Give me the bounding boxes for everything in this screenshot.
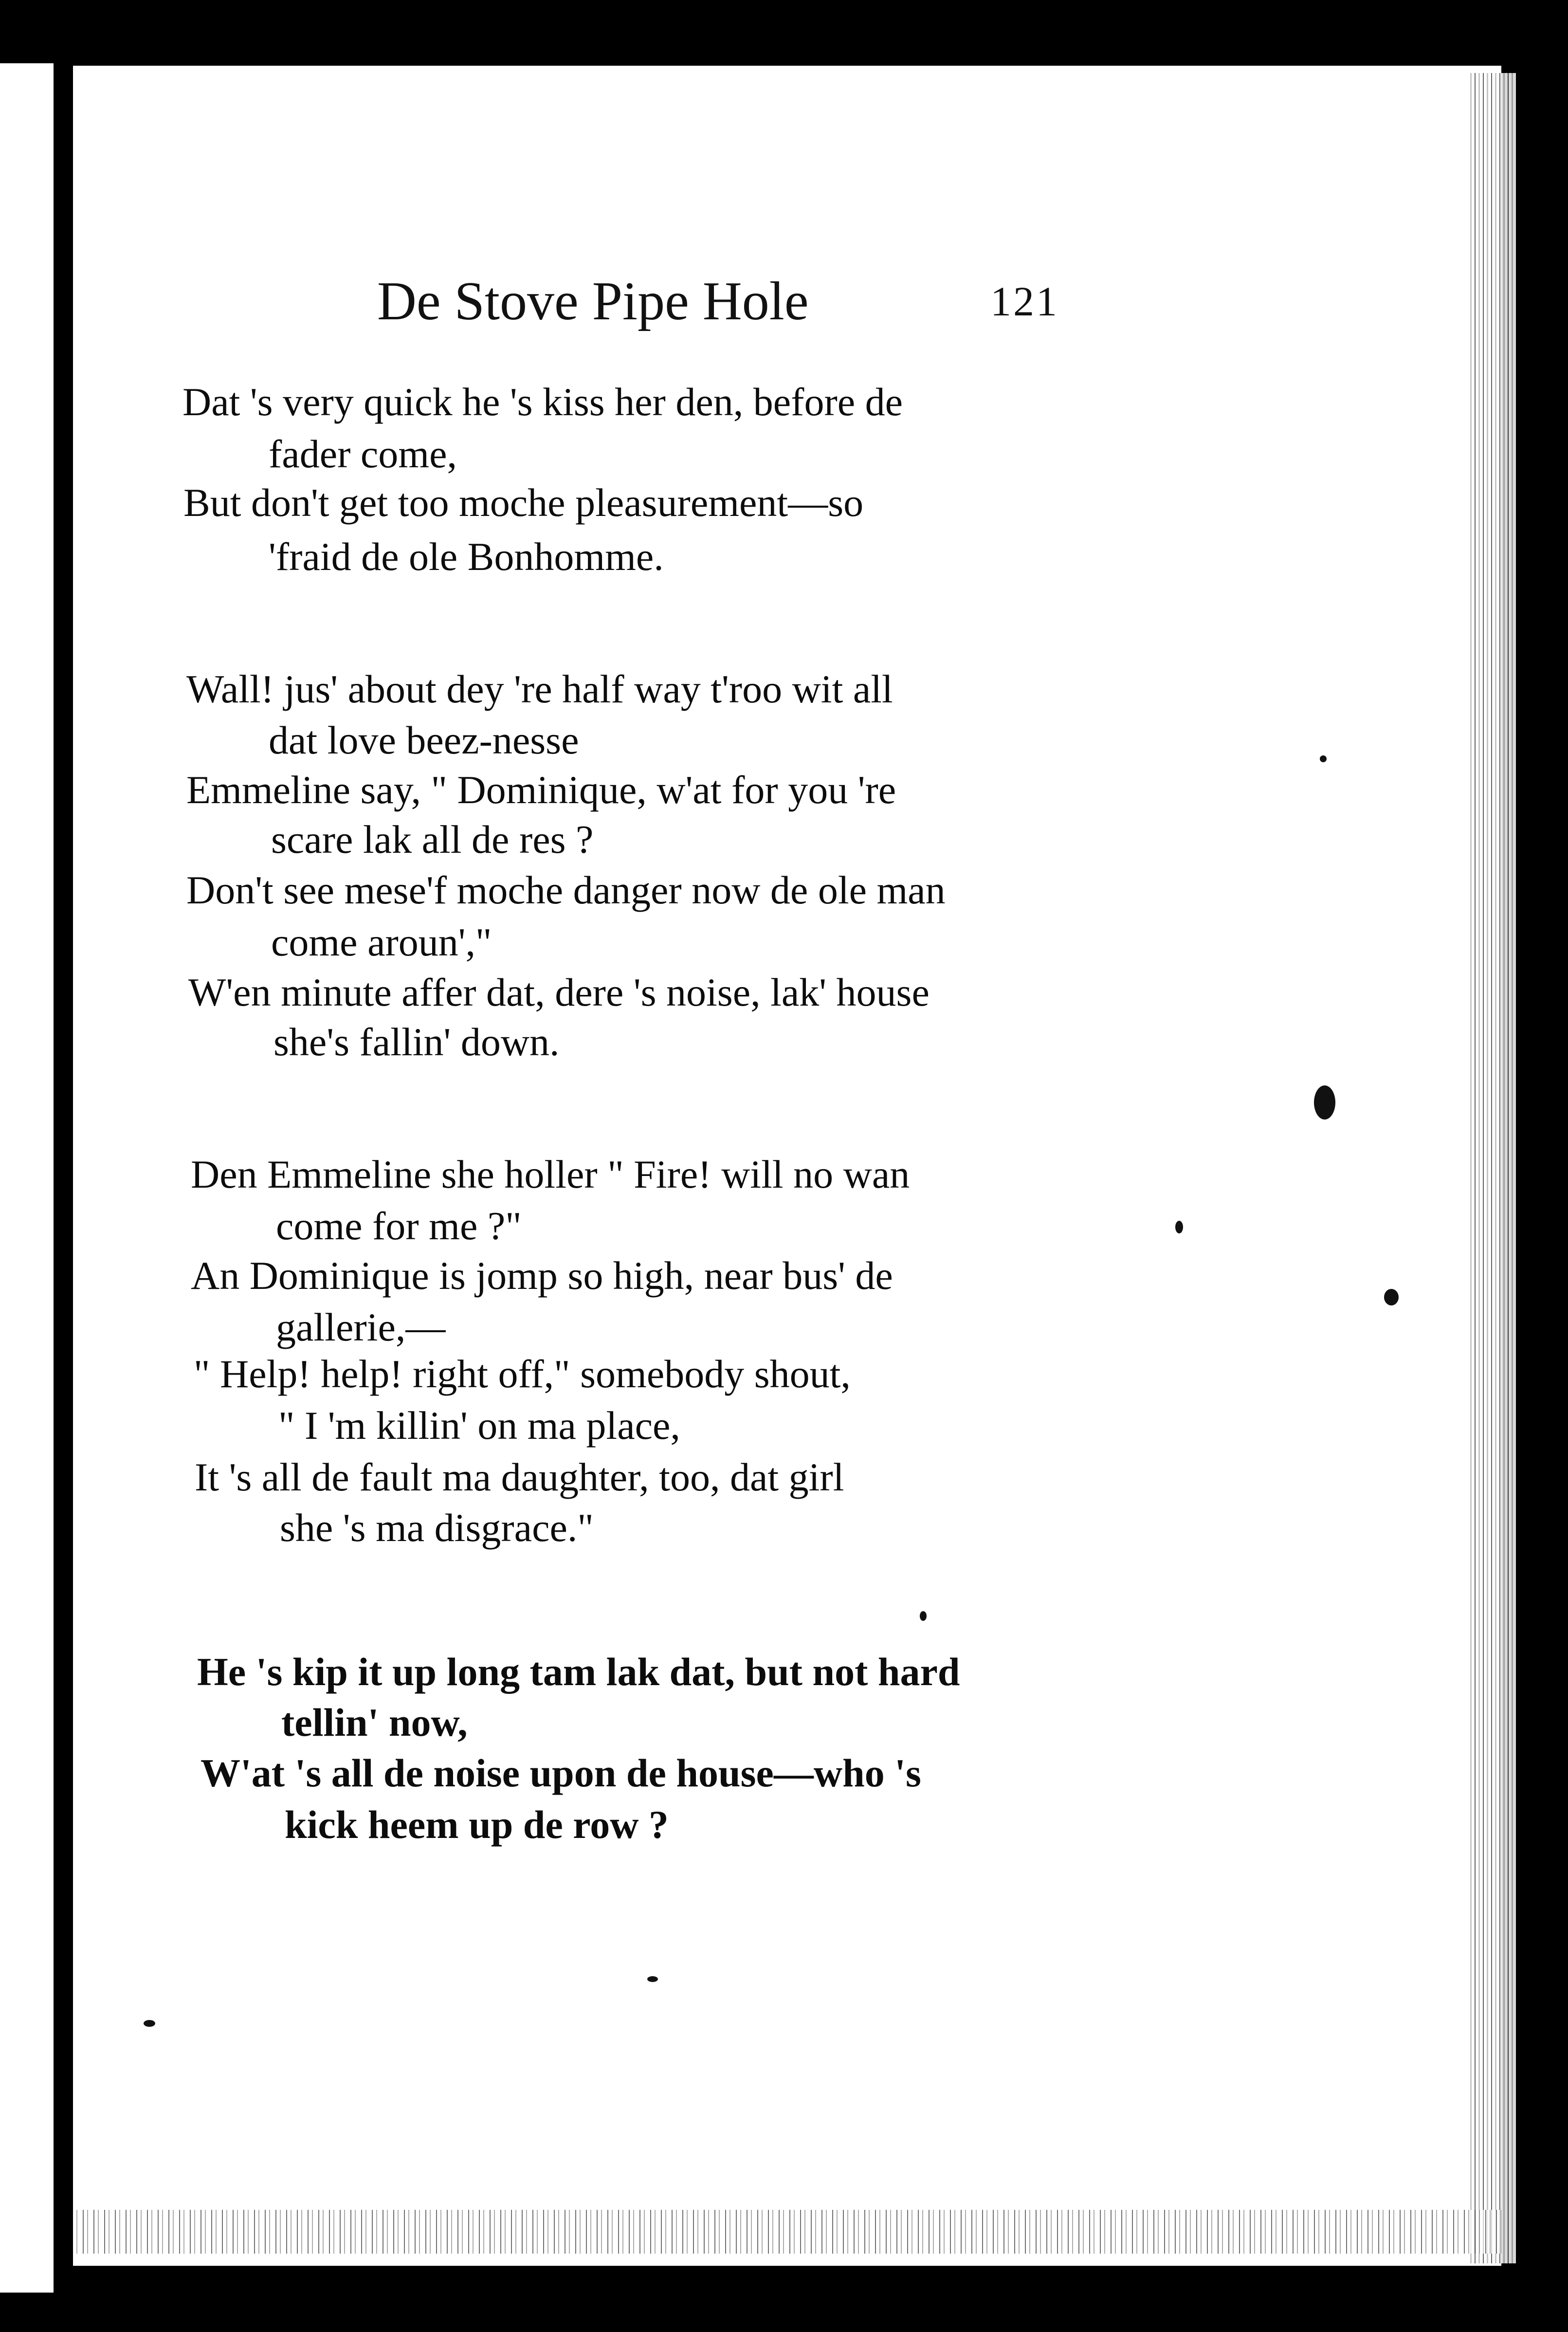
poem-line: Don't see mese'f moche danger now de ole man <box>186 868 946 912</box>
scan-speck <box>1384 1289 1399 1305</box>
page-number: 121 <box>990 278 1059 325</box>
poem-line-continuation: she 's ma disgrace." <box>280 1506 594 1550</box>
poem-line-continuation: 'fraid de ole Bonhomme. <box>269 534 664 579</box>
poem-line: Wall! jus' about dey 're half way t'roo wit all <box>186 667 893 711</box>
running-title: De Stove Pipe Hole <box>377 271 809 331</box>
page-header <box>0 270 1568 338</box>
left-page-edge <box>0 63 58 2293</box>
poem-line: W'en minute affer dat, dere 's noise, lak' house <box>188 970 930 1014</box>
poem-line-continuation: come for me ?" <box>276 1204 522 1248</box>
poem-line-continuation: gallerie,— <box>276 1305 446 1349</box>
poem-line: " Help! help! right off," somebody shout, <box>194 1352 851 1396</box>
scan-speck <box>144 2020 155 2027</box>
poem-line: Den Emmeline she holler " Fire! will no wan <box>191 1152 910 1196</box>
bottom-page-edge <box>73 2210 1501 2254</box>
poem-line-continuation: she's fallin' down. <box>273 1020 560 1064</box>
poem-line-continuation: tellin' now, <box>281 1700 468 1744</box>
poem-line-continuation: " I 'm killin' on ma place, <box>278 1403 680 1448</box>
poem-line: It 's all de fault ma daughter, too, dat girl <box>195 1455 844 1499</box>
poem-line-continuation: come aroun'," <box>271 920 492 964</box>
scan-speck <box>1175 1221 1183 1233</box>
poem-line-continuation: fader come, <box>269 432 457 476</box>
page-edge-stack <box>1467 73 1516 2263</box>
poem-line: But don't get too moche pleasurement—so <box>183 480 864 525</box>
poem-line-continuation: dat love beez-nesse <box>269 718 579 762</box>
scan-speck <box>647 1976 658 1982</box>
poem-line: W'at 's all de noise upon de house—who 's <box>201 1751 921 1795</box>
scan-speck <box>1314 1085 1335 1120</box>
poem-line: Emmeline say, " Dominique, w'at for you 're <box>186 768 896 812</box>
scan-speck <box>1320 755 1327 762</box>
scan-speck <box>920 1611 927 1621</box>
poem-line: He 's kip it up long tam lak dat, but not hard <box>197 1650 960 1694</box>
poem-line-continuation: kick heem up de row ? <box>285 1802 669 1847</box>
poem-line: An Dominique is jomp so high, near bus' de <box>191 1253 893 1298</box>
poem-line: Dat 's very quick he 's kiss her den, before de <box>182 380 903 424</box>
poem-line-continuation: scare lak all de res ? <box>271 817 594 862</box>
